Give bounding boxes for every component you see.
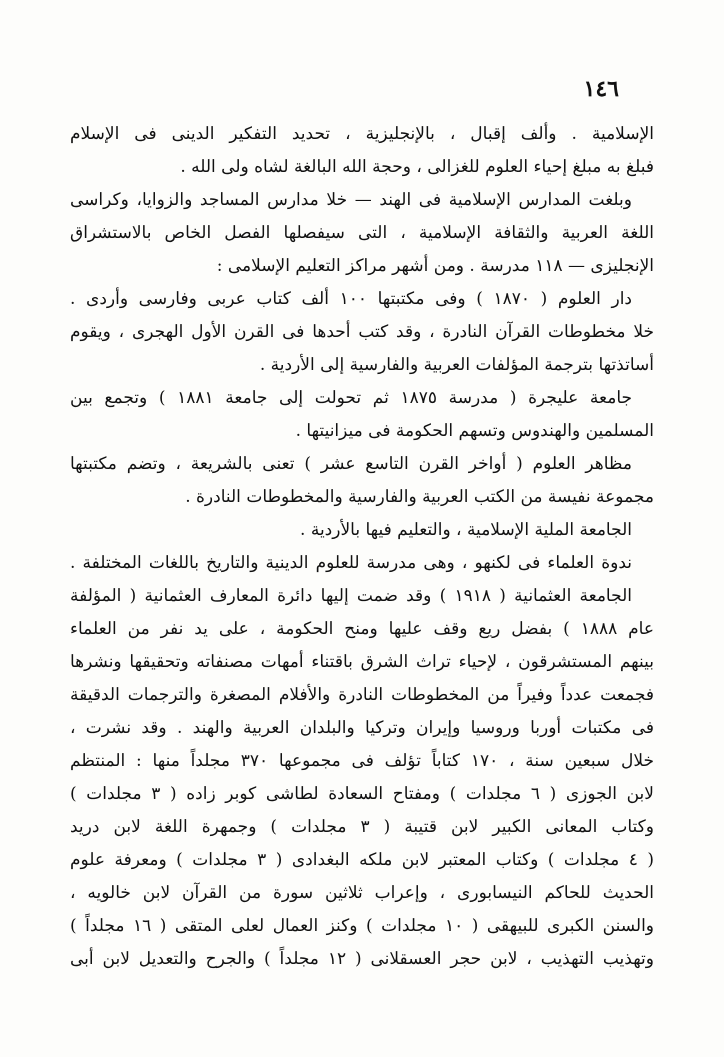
text-line: جامعة عليجرة ( مدرسة ١٨٧٥ ثم تحولت إلى جامعة ١٨٨١ ) وتجمع بين (70, 388, 633, 408)
text-line: لابن الجوزى ( ٦ مجلدات ) ومفتاح السعادة لطاشى كوبر زاده ( ٣ مجلدات ) (70, 784, 654, 804)
text-line: خلا مخطوطات القرآن النادرة ، وقد كتب أحدها فى القرن الأول الهجرى ، ويقوم (70, 322, 654, 342)
text-line: الجامعة الملية الإسلامية ، والتعليم فيها بالأردية . (300, 520, 632, 540)
text-line: مظاهر العلوم ( أواخر القرن التاسع عشر ) تعنى بالشريعة ، وتضم مكتبتها (70, 454, 632, 474)
text-line: الحديث للحاكم النيسابورى ، وإعراب ثلاثين سورة من القرآن لابن خالويه ، (70, 883, 654, 903)
text-line: وتهذيب التهذيب ، لابن حجر العسقلانى ( ١٢ مجلداً ) والجرح والتعديل لابن أبى (70, 949, 654, 969)
text-line: خلال سبعين سنة ، ١٧٠ كتاباً تؤلف فى مجموعها ٣٧٠ مجلداً منها : المنتظم (70, 751, 654, 771)
text-line: الإسلامية . وألف إقبال ، بالإنجليزية ، تحديد التفكير الدينى فى الإسلام (70, 124, 654, 144)
text-line: المسلمين والهندوس وتسهم الحكومة فى ميزانيتها . (295, 421, 654, 441)
text-line: والسنن الكبرى للبيهقى ( ١٠ مجلدات ) وكنز العمال لعلى المتقى ( ١٦ مجلداً ) (70, 916, 654, 936)
text-line: بينهم المستشرقون ، لإحياء تراث الشرق باقتناء أمهات مصنفاته وتحقيقها ونشرها (70, 652, 654, 672)
text-line: فجمعت عدداً وفيراً من المخطوطات النادرة والأفلام المصغرة والترجمات الدقيقة (70, 685, 654, 705)
body-text (70, 118, 654, 976)
text-line: ندوة العلماء فى لكنهو ، وهى مدرسة للعلوم الدينية والتاريخ باللغات المختلفة . (70, 553, 632, 573)
text-line: فى مكتبات أوربا وروسيا وإيران وتركيا والبلدان العربية والهند . وقد نشرت ، (70, 718, 654, 738)
page-number: ١٤٦ (583, 76, 619, 102)
text-line: وبلغت المدارس الإسلامية فى الهند — خلا مدارس المساجد والزوايا، وكراسى (70, 190, 632, 210)
text-line: مجموعة نفيسة من الكتب العربية والفارسية والمخطوطات النادرة . (185, 487, 654, 507)
text-line: أساتذتها بترجمة المؤلفات العربية والفارسية إلى الأردية . (259, 355, 654, 375)
text-line: وكتاب المعانى الكبير لابن قتيبة ( ٣ مجلدات ) وجمهرة اللغة لابن دريد (70, 817, 654, 837)
text-line: فبلغ به مبلغ إحياء العلوم للغزالى ، وحجة الله البالغة لشاه ولى الله . (180, 157, 654, 177)
text-line: اللغة العربية والثقافة الإسلامية ، التى سيفصلها الفصل الخاص بالاستشراق (70, 223, 654, 243)
text-line: الجامعة العثمانية ( ١٩١٨ ) وقد ضمت إليها دائرة المعارف العثمانية ( المؤلفة (70, 586, 632, 606)
text-line: الإنجليزى — ١١٨ مدرسة . ومن أشهر مراكز التعليم الإسلامى : (216, 256, 654, 276)
text-line: دار العلوم ( ١٨٧٠ ) وفى مكتبتها ١٠٠ ألف كتاب عربى وفارسى وأردى . (70, 289, 632, 309)
text-line: عام ١٨٨٨ ) بفضل ريع وقف عليها ومنح الحكومة ، على يد نفر من العلماء (70, 619, 654, 639)
text-line: ( ٤ مجلدات ) وكتاب المعتبر لابن ملكه البغدادى ( ٣ مجلدات ) ومعرفة علوم (70, 850, 654, 870)
